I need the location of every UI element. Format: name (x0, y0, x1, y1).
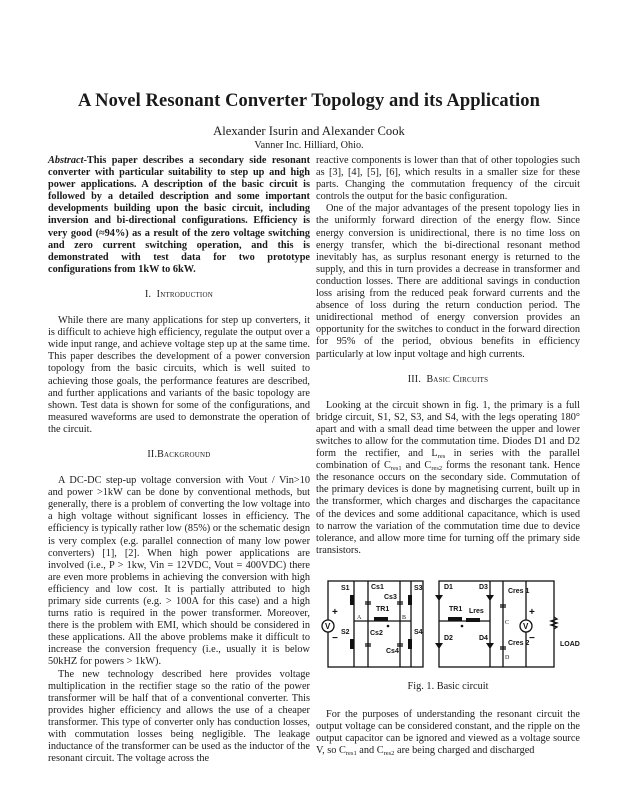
section-heading-introduction: I. Introduction (145, 288, 213, 300)
section-heading-background: II.Background (147, 448, 211, 460)
circuit-figure (316, 577, 580, 675)
svg-text:+: + (332, 606, 338, 618)
background-paragraph-3: One of the major advantages of the present topology lies in the uniformly forward direction of the energy flow. Since energy conversion is unidirectional, there is no time loss on energy transfer, which the bi-directional resonant method inevitably has, as surplus resonant energy is returned to the supply, and this in turn provides a decrease in transformer and conduction losses. There are additional savings in conduction loss arising from the reduced peak forward currents and the absence of loss during the return conduction period. The unidirectional method of energy conversion provides an opportunity for the switches to conduct in the forward direction for 95% of the period, obvious benefits in efficiency particularly at low input voltage and high currents. (316, 203, 580, 360)
left-column (48, 155, 310, 765)
svg-text:+: + (529, 606, 535, 618)
abstract-text: -This paper describes a secondary side resonant converter with particular suitability to step up and high power applications. A description of the basic circuit is followed by a detailed description and some important developments building upon the basic circuit, including inversion and bi-directional configurations. Efficiency is very good (≈94%) as a result of the zero voltage switching and zero current switching operation, and this is demonstrated with test data for two prototype configurations from 1kW to 6kW. (48, 155, 310, 275)
svg-text:D4: D4 (479, 634, 488, 642)
basic-circuits-paragraph-2: For the purposes of understanding the resonant circuit the output voltage can be considered constant, and the ripple on the output capacitor can be ignored and viewed as a voltage source V, so $C_{res1}$ and $C_{res2}$ are being charged and discharged (316, 709, 580, 758)
svg-text:D: D (505, 654, 510, 661)
background-paragraph-1: A DC-DC step-up voltage conversion with Vout / Vin>10 and power >1kW can be done by conventional methods, but generally, there is a problem of converting the low voltage into a high voltage without significant losses in efficiency. The efficiency is typically rather low (85%) or the schematic design is very complex (e.g. parallel connection of many low power converters) [1], [2]. When high power applications are involved (i.e., P > 1kw, Vin = 12VDC, Vout = 400VDC) there are even more problems in achieving the conversion with high efficiency and low cost. It is partially attributed to high primary side currents (e.g. > 100A for this case) and a high turns ratio is required in the power transformer. Moreover, there is the problem with EMI, which should be considered in these applications. All the above problems make it difficult to increase the conversion frequency (i.e., usually it is below 50kHZ for powers > 1kW). (48, 475, 310, 668)
svg-text:Cs1: Cs1 (371, 583, 384, 591)
section-heading-basic-circuits: III. Basic Circuits (407, 373, 489, 385)
figure-caption: Fig. 1. Basic circuit (407, 680, 489, 692)
abstract (48, 155, 310, 276)
basic-circuit-schematic (316, 577, 580, 675)
intro-paragraph: While there are many applications for step up converters, it is difficult to achieve high efficiency, regulate the output over a wide input range, and achieve voltage step up at the same time. This paper describes the development of a power conversion topology from the basic circuits, which is well suited to achieving those goals, the performance features are described, and further applications and variants of the basic topology are shown. Test data is shown for some of the configurations, and measured waveforms are used to demonstrate the operation of the circuit. (48, 315, 310, 435)
paper-affiliation: Vanner Inc. Hilliard, Ohio. (254, 140, 364, 151)
svg-text:Cs3: Cs3 (384, 593, 397, 601)
svg-text:S4: S4 (414, 628, 423, 636)
basic-circuits-paragraph-1: Looking at the circuit shown in fig. 1, the primary is a full bridge circuit, S1, S2, S3, and S4, with the legs operating 180° apart and with a small dead time between the upper and lower switches to allow for the commutation time. Diodes D1 and D2 form the rectifier, and $L_{res}$ in series with the parallel combination of $C_{res1}$ and $C_{res2}$ forms the resonant tank. Hence the resonance occurs on the secondary side. Commutation of the primary devices is done by magnetising current, built up in the transformer, which charges and discharges the capacitance of the devices and some additional capacitance, which is used to narrow the variation of the commutation time due to device tolerance, and allow more time for turning off the primary side transistors. (316, 399, 580, 556)
abstract-label: Abstract (48, 155, 84, 166)
svg-text:−: − (529, 632, 535, 644)
svg-text:−: − (332, 632, 338, 644)
svg-text:S2: S2 (341, 628, 350, 636)
right-column (316, 155, 580, 757)
svg-text:S1: S1 (341, 584, 350, 592)
svg-text:D2: D2 (444, 634, 453, 642)
paper-title: A Novel Resonant Converter Topology and its Application (77, 91, 541, 111)
paper-authors: Alexander Isurin and Alexander Cook (213, 124, 405, 138)
svg-text:TR1: TR1 (449, 605, 463, 613)
svg-text:Cs4: Cs4 (386, 647, 399, 655)
svg-text:B: B (402, 614, 407, 621)
svg-text:S3: S3 (414, 584, 423, 592)
svg-text:V: V (325, 621, 331, 631)
svg-text:Lres: Lres (469, 607, 484, 615)
svg-text:A: A (357, 614, 362, 621)
svg-text:D3: D3 (479, 583, 488, 591)
background-paragraph-2-continued: reactive components is lower than that of other topologies such as [3], [4], [5], [6], which results in a smaller size for these parts. Changing the commutation frequency of the circuit controls the output for the basic configuration. (316, 155, 580, 203)
svg-text:Cres 2: Cres 2 (508, 639, 530, 647)
svg-text:TR1: TR1 (376, 605, 390, 613)
svg-text:Cs2: Cs2 (370, 629, 383, 637)
svg-text:LOAD: LOAD (560, 640, 580, 648)
svg-text:D1: D1 (444, 583, 453, 591)
svg-text:Cres 1: Cres 1 (508, 587, 530, 595)
svg-text:C: C (505, 619, 510, 626)
svg-text:V: V (523, 621, 529, 631)
background-paragraph-2: The new technology described here provides voltage multiplication in the rectifier stage so the ratio of the power transformer will be half that of a conventional converter. This provides higher efficiency and allows the use of a cheaper transformer. This type of converter only has conduction losses, with commutation losses being negligible. The leakage inductance of the transformer can be used as the inductor of the resonant circuit. The voltage across the (48, 668, 310, 765)
